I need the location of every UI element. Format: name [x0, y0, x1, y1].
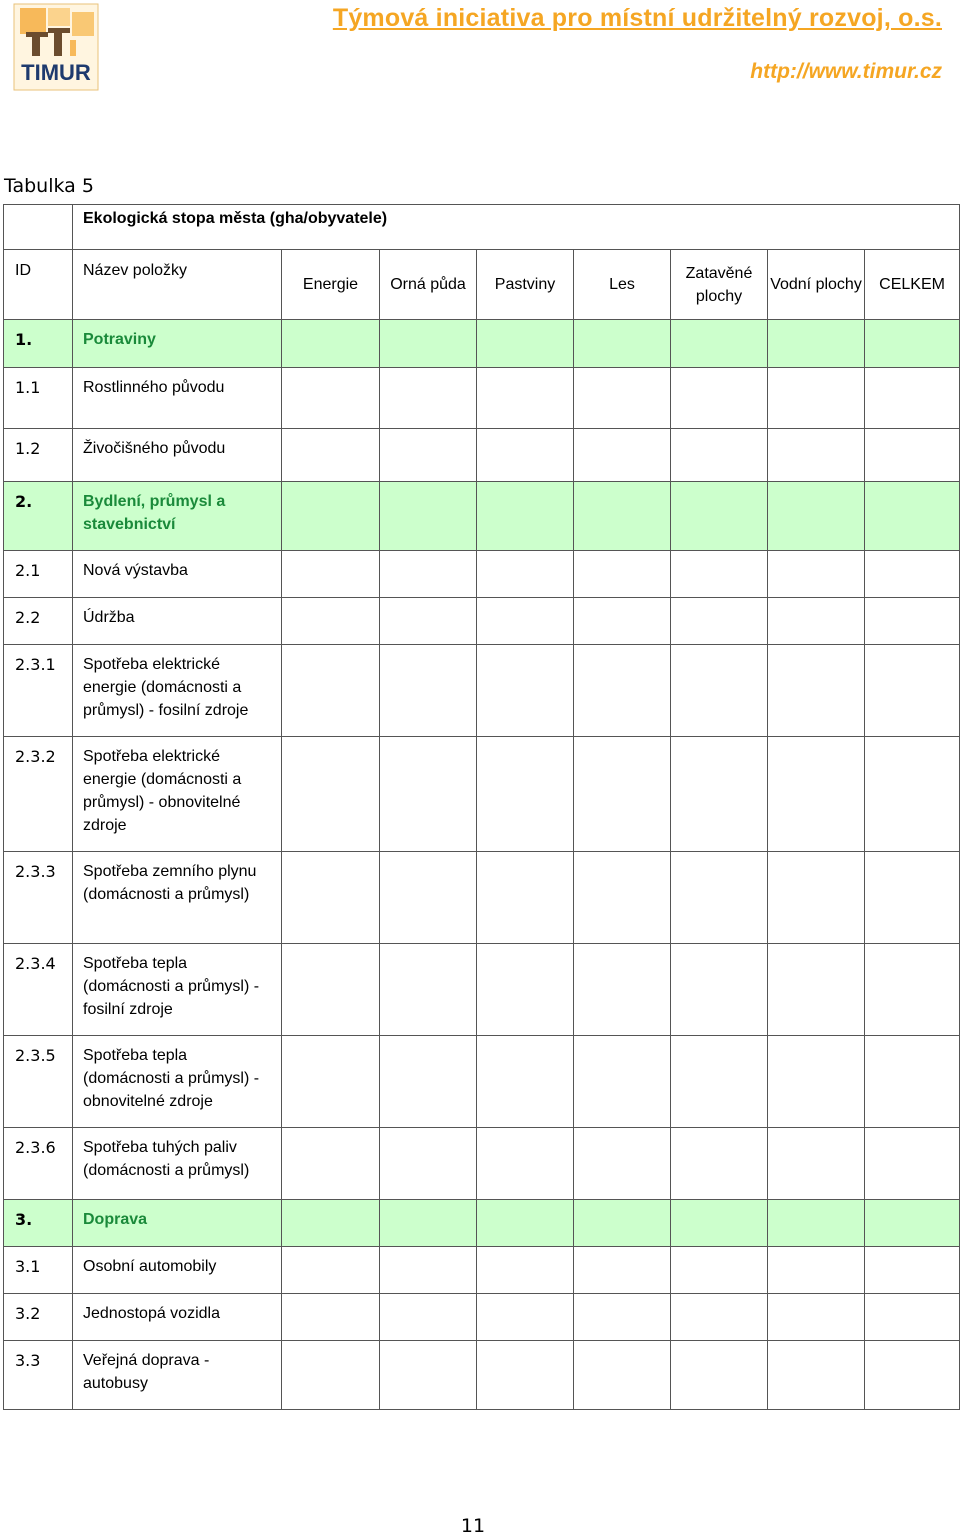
value-cell[interactable] [380, 1200, 477, 1247]
row-id: 2.3.2 [4, 737, 73, 852]
row-name: Veřejná doprava - autobusy [73, 1341, 282, 1410]
table-row [4, 1341, 960, 1410]
row-name: Spotřeba elektrické energie (domácnosti a průmysl) - obnovitelné zdroje [73, 737, 282, 852]
value-cell[interactable] [477, 320, 574, 368]
value-cell[interactable] [282, 368, 380, 429]
value-cell[interactable] [477, 368, 574, 429]
row-id: 3.3 [4, 1341, 73, 1410]
value-cell[interactable] [574, 1128, 671, 1200]
value-cell[interactable] [768, 1036, 865, 1128]
row-name: Údržba [73, 598, 282, 645]
value-cell[interactable] [574, 1247, 671, 1294]
value-cell[interactable] [380, 852, 477, 944]
table-row [4, 429, 960, 482]
value-cell[interactable] [768, 320, 865, 368]
value-cell[interactable] [671, 1247, 768, 1294]
value-cell[interactable] [671, 368, 768, 429]
value-cell[interactable] [477, 551, 574, 598]
row-name: Spotřeba elektrické energie (domácnosti a průmysl) - fosilní zdroje [73, 645, 282, 737]
column-header: Orná půda [380, 250, 477, 320]
value-cell[interactable] [865, 852, 960, 944]
table-group-row [4, 482, 960, 551]
value-cell[interactable] [477, 645, 574, 737]
row-name: Rostlinného původu [73, 368, 282, 429]
value-cell[interactable] [282, 1294, 380, 1341]
value-cell[interactable] [282, 944, 380, 1036]
table-group-row [4, 1200, 960, 1247]
value-cell[interactable] [865, 1341, 960, 1410]
value-cell[interactable] [477, 1036, 574, 1128]
value-cell[interactable] [380, 737, 477, 852]
value-cell[interactable] [768, 852, 865, 944]
value-cell[interactable] [282, 429, 380, 482]
value-cell[interactable] [574, 429, 671, 482]
value-cell[interactable] [865, 944, 960, 1036]
value-cell[interactable] [477, 598, 574, 645]
value-cell[interactable] [671, 551, 768, 598]
column-header: Pastviny [477, 250, 574, 320]
value-cell[interactable] [380, 1341, 477, 1410]
value-cell[interactable] [477, 429, 574, 482]
row-name: Jednostopá vozidla [73, 1294, 282, 1341]
value-cell[interactable] [865, 598, 960, 645]
value-cell[interactable] [865, 1200, 960, 1247]
value-cell[interactable] [574, 320, 671, 368]
value-cell[interactable] [865, 1036, 960, 1128]
row-id: 2.3.3 [4, 852, 73, 944]
table-header-row [4, 250, 960, 320]
table-row [4, 737, 960, 852]
value-cell[interactable] [671, 598, 768, 645]
value-cell[interactable] [865, 482, 960, 551]
row-id: 1.2 [4, 429, 73, 482]
value-cell[interactable] [671, 429, 768, 482]
row-id: 2.2 [4, 598, 73, 645]
value-cell[interactable] [477, 737, 574, 852]
value-cell[interactable] [477, 482, 574, 551]
value-cell[interactable] [282, 1247, 380, 1294]
row-id: 2. [4, 482, 73, 551]
table-row [4, 645, 960, 737]
value-cell[interactable] [865, 320, 960, 368]
row-name: Spotřeba zemního plynu (domácnosti a průmysl) [73, 852, 282, 944]
column-header: Les [574, 250, 671, 320]
value-cell[interactable] [768, 598, 865, 645]
row-id: 3.2 [4, 1294, 73, 1341]
logo-text: TIMUR [21, 60, 91, 85]
table-row [4, 1036, 960, 1128]
value-cell[interactable] [380, 944, 477, 1036]
table-title-row [4, 205, 960, 250]
value-cell[interactable] [380, 368, 477, 429]
value-cell[interactable] [865, 737, 960, 852]
value-cell[interactable] [282, 1341, 380, 1410]
row-id: 1. [4, 320, 73, 368]
row-id: 3. [4, 1200, 73, 1247]
value-cell[interactable] [768, 1247, 865, 1294]
value-cell[interactable] [477, 1200, 574, 1247]
value-cell[interactable] [574, 1341, 671, 1410]
value-cell[interactable] [768, 944, 865, 1036]
table-row [4, 852, 960, 944]
value-cell[interactable] [671, 482, 768, 551]
value-cell[interactable] [380, 645, 477, 737]
value-cell[interactable] [768, 1294, 865, 1341]
value-cell[interactable] [671, 1200, 768, 1247]
value-cell[interactable] [282, 1036, 380, 1128]
value-cell[interactable] [768, 429, 865, 482]
value-cell[interactable] [282, 598, 380, 645]
value-cell[interactable] [768, 1128, 865, 1200]
value-cell[interactable] [282, 551, 380, 598]
ecological-footprint-table [3, 204, 960, 1410]
value-cell[interactable] [282, 320, 380, 368]
value-cell[interactable] [865, 1128, 960, 1200]
value-cell[interactable] [865, 1294, 960, 1341]
value-cell[interactable] [574, 1200, 671, 1247]
table-group-row [4, 320, 960, 368]
row-id: 2.3.1 [4, 645, 73, 737]
row-name: Bydlení, průmysl a stavebnictví [73, 482, 282, 551]
value-cell[interactable] [671, 737, 768, 852]
organization-url[interactable]: http://www.timur.cz [750, 60, 942, 83]
row-id: 1.1 [4, 368, 73, 429]
column-header: Zatavěné plochy [671, 250, 768, 320]
row-name: Spotřeba tuhých paliv (domácnosti a průmysl) [73, 1128, 282, 1200]
column-header: Energie [282, 250, 380, 320]
row-name: Spotřeba tepla (domácnosti a průmysl) - obnovitelné zdroje [73, 1036, 282, 1128]
organization-name[interactable]: Týmová iniciativa pro místní udržitelný rozvoj, o.s. [332, 4, 942, 32]
value-cell[interactable] [282, 645, 380, 737]
value-cell[interactable] [671, 944, 768, 1036]
table-title: Ekologická stopa města (gha/obyvatele) [73, 205, 960, 250]
value-cell[interactable] [768, 1341, 865, 1410]
row-name: Doprava [73, 1200, 282, 1247]
page-number: 11 [460, 1515, 486, 1537]
value-cell[interactable] [671, 1294, 768, 1341]
row-id: 2.3.5 [4, 1036, 73, 1128]
column-header: ID [4, 250, 73, 320]
row-id: 2.3.4 [4, 944, 73, 1036]
value-cell[interactable] [768, 551, 865, 598]
row-id: 2.1 [4, 551, 73, 598]
table-row [4, 1128, 960, 1200]
value-cell[interactable] [574, 645, 671, 737]
value-cell[interactable] [380, 320, 477, 368]
value-cell[interactable] [574, 737, 671, 852]
table-row [4, 944, 960, 1036]
value-cell[interactable] [574, 551, 671, 598]
value-cell[interactable] [282, 1200, 380, 1247]
column-header: CELKEM [865, 250, 960, 320]
value-cell[interactable] [574, 482, 671, 551]
value-cell[interactable] [477, 944, 574, 1036]
value-cell[interactable] [574, 1294, 671, 1341]
value-cell[interactable] [574, 852, 671, 944]
value-cell[interactable] [865, 645, 960, 737]
timur-logo [12, 2, 100, 92]
table-row [4, 368, 960, 429]
value-cell[interactable] [477, 1247, 574, 1294]
value-cell[interactable] [380, 1128, 477, 1200]
value-cell[interactable] [477, 1128, 574, 1200]
value-cell[interactable] [768, 368, 865, 429]
value-cell[interactable] [574, 944, 671, 1036]
value-cell[interactable] [768, 1200, 865, 1247]
value-cell[interactable] [768, 645, 865, 737]
column-header: Vodní plochy [768, 250, 865, 320]
value-cell[interactable] [380, 482, 477, 551]
column-header: Název položky [73, 250, 282, 320]
value-cell[interactable] [671, 1128, 768, 1200]
value-cell[interactable] [865, 1247, 960, 1294]
value-cell[interactable] [671, 645, 768, 737]
row-id: 2.3.6 [4, 1128, 73, 1200]
value-cell[interactable] [671, 852, 768, 944]
row-name: Potraviny [73, 320, 282, 368]
table-row [4, 1247, 960, 1294]
row-name: Osobní automobily [73, 1247, 282, 1294]
value-cell[interactable] [477, 852, 574, 944]
value-cell[interactable] [574, 1036, 671, 1128]
value-cell[interactable] [671, 320, 768, 368]
table-row [4, 1294, 960, 1341]
table-row [4, 551, 960, 598]
value-cell[interactable] [477, 1294, 574, 1341]
value-cell[interactable] [477, 1341, 574, 1410]
table-caption: Tabulka 5 [4, 175, 94, 197]
value-cell[interactable] [671, 1036, 768, 1128]
table-row [4, 598, 960, 645]
value-cell[interactable] [768, 737, 865, 852]
value-cell[interactable] [380, 1247, 477, 1294]
value-cell[interactable] [671, 1341, 768, 1410]
value-cell[interactable] [282, 1128, 380, 1200]
row-name: Živočišného původu [73, 429, 282, 482]
value-cell[interactable] [282, 852, 380, 944]
value-cell[interactable] [865, 368, 960, 429]
value-cell[interactable] [380, 1036, 477, 1128]
row-name: Spotřeba tepla (domácnosti a průmysl) - fosilní zdroje [73, 944, 282, 1036]
value-cell[interactable] [380, 598, 477, 645]
value-cell[interactable] [768, 482, 865, 551]
row-name: Nová výstavba [73, 551, 282, 598]
value-cell[interactable] [282, 482, 380, 551]
row-id: 3.1 [4, 1247, 73, 1294]
value-cell[interactable] [574, 368, 671, 429]
value-cell[interactable] [865, 429, 960, 482]
value-cell[interactable] [282, 737, 380, 852]
value-cell[interactable] [380, 551, 477, 598]
value-cell[interactable] [380, 429, 477, 482]
value-cell[interactable] [865, 551, 960, 598]
value-cell[interactable] [574, 598, 671, 645]
value-cell[interactable] [380, 1294, 477, 1341]
